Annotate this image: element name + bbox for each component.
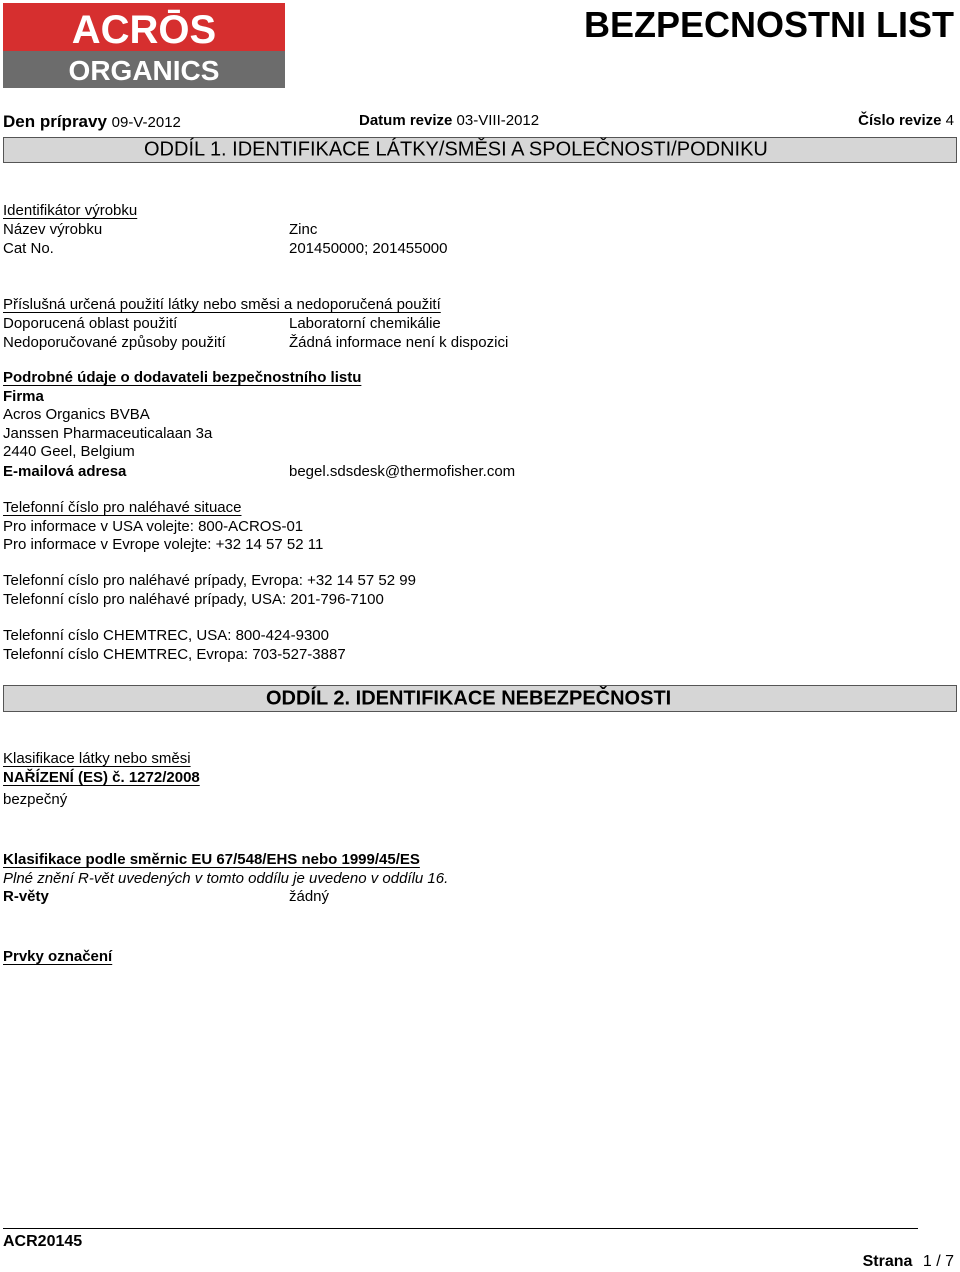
page-value: 1 / 7 bbox=[922, 1253, 954, 1270]
page-number bbox=[863, 1253, 954, 1271]
directive-heading: Klasifikace podle směrnic EU 67/548/EHS nebo 1999/45/ES bbox=[3, 851, 420, 868]
address-line-3: 2440 Geel, Belgium bbox=[3, 443, 135, 460]
emergency-line: Pro informace v USA volejte: 800-ACROS-01 bbox=[3, 518, 304, 535]
revision-number bbox=[858, 112, 954, 129]
emergency-line: Telefonní císlo pro naléhavé prípady, USA: 201-796-7100 bbox=[3, 591, 384, 608]
label-elements-heading: Prvky označení bbox=[3, 948, 113, 965]
cat-no-value: 201450000; 201455000 bbox=[289, 240, 448, 257]
email-value: begel.sdsdesk@thermofisher.com bbox=[289, 463, 516, 480]
logo-text-bottom: ORGANICS bbox=[68, 55, 220, 86]
cat-no-label: Cat No. bbox=[3, 240, 54, 257]
emergency-line: Telefonní císlo pro naléhavé prípady, Evropa: +32 14 57 52 99 bbox=[3, 572, 416, 589]
classification-value: bezpečný bbox=[3, 791, 68, 808]
revision-number-value: 4 bbox=[945, 112, 954, 129]
revision-number-label: Číslo revize bbox=[858, 112, 942, 129]
section-2-header bbox=[3, 685, 957, 712]
section-2-title: ODDÍL 2. IDENTIFIKACE NEBEZPEČNOSTI bbox=[266, 687, 672, 709]
revision-date-label: Datum revize bbox=[359, 112, 453, 129]
emergency-heading: Telefonní číslo pro naléhavé situace bbox=[3, 499, 242, 516]
recommended-use-label: Doporucená oblast použití bbox=[3, 315, 178, 332]
supplier-heading: Podrobné údaje o dodavateli bezpečnostního listu bbox=[3, 369, 362, 386]
document-title: BEZPECNOSTNI LIST bbox=[583, 4, 954, 45]
revision-date bbox=[359, 112, 539, 129]
preparation-date bbox=[3, 112, 181, 132]
acros-organics-logo bbox=[3, 3, 285, 88]
not-recommended-use-value: Žádná informace není k dispozici bbox=[289, 334, 509, 351]
emergency-line: Telefonní císlo CHEMTREC, USA: 800-424-9300 bbox=[3, 627, 329, 644]
preparation-date-label: Den prípravy bbox=[3, 112, 107, 131]
recommended-use-value: Laboratorní chemikálie bbox=[289, 315, 441, 332]
footer-divider bbox=[3, 1228, 918, 1229]
logo-text-top: ACRŌS bbox=[71, 8, 217, 52]
not-recommended-use-label: Nedoporučované způsoby použití bbox=[3, 334, 226, 351]
document-code: ACR20145 bbox=[3, 1233, 83, 1250]
r-phrases-label: R-věty bbox=[3, 888, 49, 905]
product-name-label: Název výrobku bbox=[3, 221, 103, 238]
uses-heading: Příslušná určená použití látky nebo směsi a nedoporučená použití bbox=[3, 296, 441, 313]
regulation-label: NAŘÍZENÍ (ES) č. 1272/2008 bbox=[3, 769, 200, 786]
product-name-value: Zinc bbox=[289, 221, 318, 238]
address-line-2: Janssen Pharmaceuticalaan 3a bbox=[3, 425, 213, 442]
emergency-line: Pro informace v Evrope volejte: +32 14 57 52 11 bbox=[3, 536, 324, 553]
preparation-date-value: 09-V-2012 bbox=[111, 114, 181, 131]
directive-note: Plné znění R-vět uvedených v tomto oddílu je uvedeno v oddílu 16. bbox=[3, 870, 449, 887]
email-label: E-mailová adresa bbox=[3, 463, 127, 480]
r-phrases-value: žádný bbox=[289, 888, 330, 905]
emergency-line: Telefonní císlo CHEMTREC, Evropa: 703-527-3887 bbox=[3, 646, 346, 663]
section-1-header bbox=[3, 137, 957, 163]
firm-label: Firma bbox=[3, 388, 44, 405]
section-1-title: ODDÍL 1. IDENTIFIKACE LÁTKY/SMĚSI A SPOLEČNOSTI/PODNIKU bbox=[144, 138, 768, 161]
classification-heading: Klasifikace látky nebo směsi bbox=[3, 750, 191, 767]
product-identifier-heading: Identifikátor výrobku bbox=[3, 202, 138, 219]
revision-date-value: 03-VIII-2012 bbox=[456, 112, 540, 129]
page-label: Strana bbox=[862, 1253, 913, 1270]
address-line-1: Acros Organics BVBA bbox=[3, 406, 150, 423]
